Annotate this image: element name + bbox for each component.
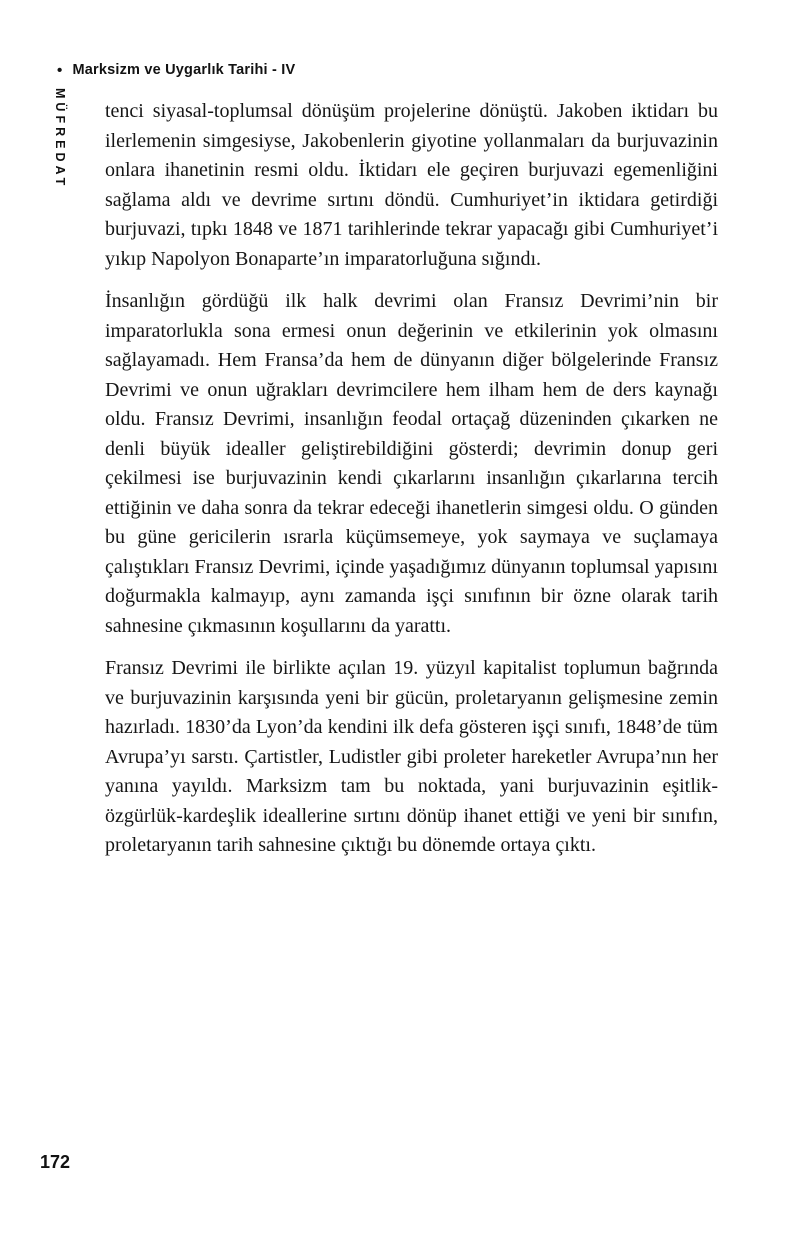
header-title: Marksizm ve Uygarlık Tarihi - IV	[72, 62, 296, 78]
body-text	[105, 97, 718, 874]
page-number: 172	[40, 1152, 71, 1172]
margin-label: MÜFREDAT	[53, 88, 67, 190]
running-header	[57, 62, 295, 78]
paragraph: tenci siyasal-toplumsal dönüşüm projelerine dönüştü. Jakoben iktidarı bu ilerlemenin simgesiyse, Jakobenlerin giyotine yollanmaları da burjuvazinin onlara ihanetinin resmi oldu. İktidarı ele geçiren burjuvazi egemenliğini sağlama aldı ve devrime sırtını döndü. Cumhuriyet’in iktidara getirdiği burjuvazi, tıpkı 1848 ve 1871 tarihlerinde tekrar yapacağı gibi Cumhuriyet’i yıkıp Napolyon Bonaparte’ın imparatorluğuna sığındı.	[105, 100, 718, 270]
paragraph: İnsanlığın gördüğü ilk halk devrimi olan Fransız Devrimi’nin bir imparatorlukla sona ermesi onun değerinin ve etkilerinin yok olmasını sağlayamadı. Hem Fransa’da hem de dünyanın diğer bölgelerinde Fransız Devrimi ve onun uğrakları devrimcilere hem ilham hem de ders kaynağı oldu. Fransız Devrimi, insanlığın feodal ortaçağ düzeninden çıkarken ne denli büyük idealler geliştirebildiğini gösterdi; devrimin donup geri çekilmesi ise burjuvazinin kendi çıkarlarını insanlığın çıkarlarına tercih ettiğinin ve daha sonra da tekrar edeceği ihanetlerin simgesi oldu. O günden bu güne gericilerin ısrarla küçümsemeye, yok saymaya ve suçlamaya çalıştıkları Fransız Devrimi, içinde yaşadığımız dünyanın toplumsal yapısını doğurmakla kalmayıp, aynı zamanda işçi sınıfının bir özne olarak tarih sahnesine çıkmasının koşullarını da yarattı.	[105, 290, 718, 637]
header-bullet-icon: •	[57, 61, 63, 79]
paragraph: Fransız Devrimi ile birlikte açılan 19. yüzyıl kapitalist toplumun bağrında ve burjuvazinin karşısında yeni bir gücün, proletaryanın gelişmesine zemin hazırladı. 1830’da Lyon’da kendini ilk defa gösteren işçi sınıfı, 1848’de tüm Avrupa’yı sarstı. Çartistler, Ludistler gibi proleter hareketler Avrupa’nın her yanına yayıldı. Marksizm tam bu noktada, yani burjuvazinin eşitlik-özgürlük-kardeşlik ideallerine sırtını dönüp ihanet ettiği ve yeni bir sınıfın, proletaryanın tarih sahnesine çıktığı bu dönemde ortaya çıktı.	[105, 657, 718, 856]
